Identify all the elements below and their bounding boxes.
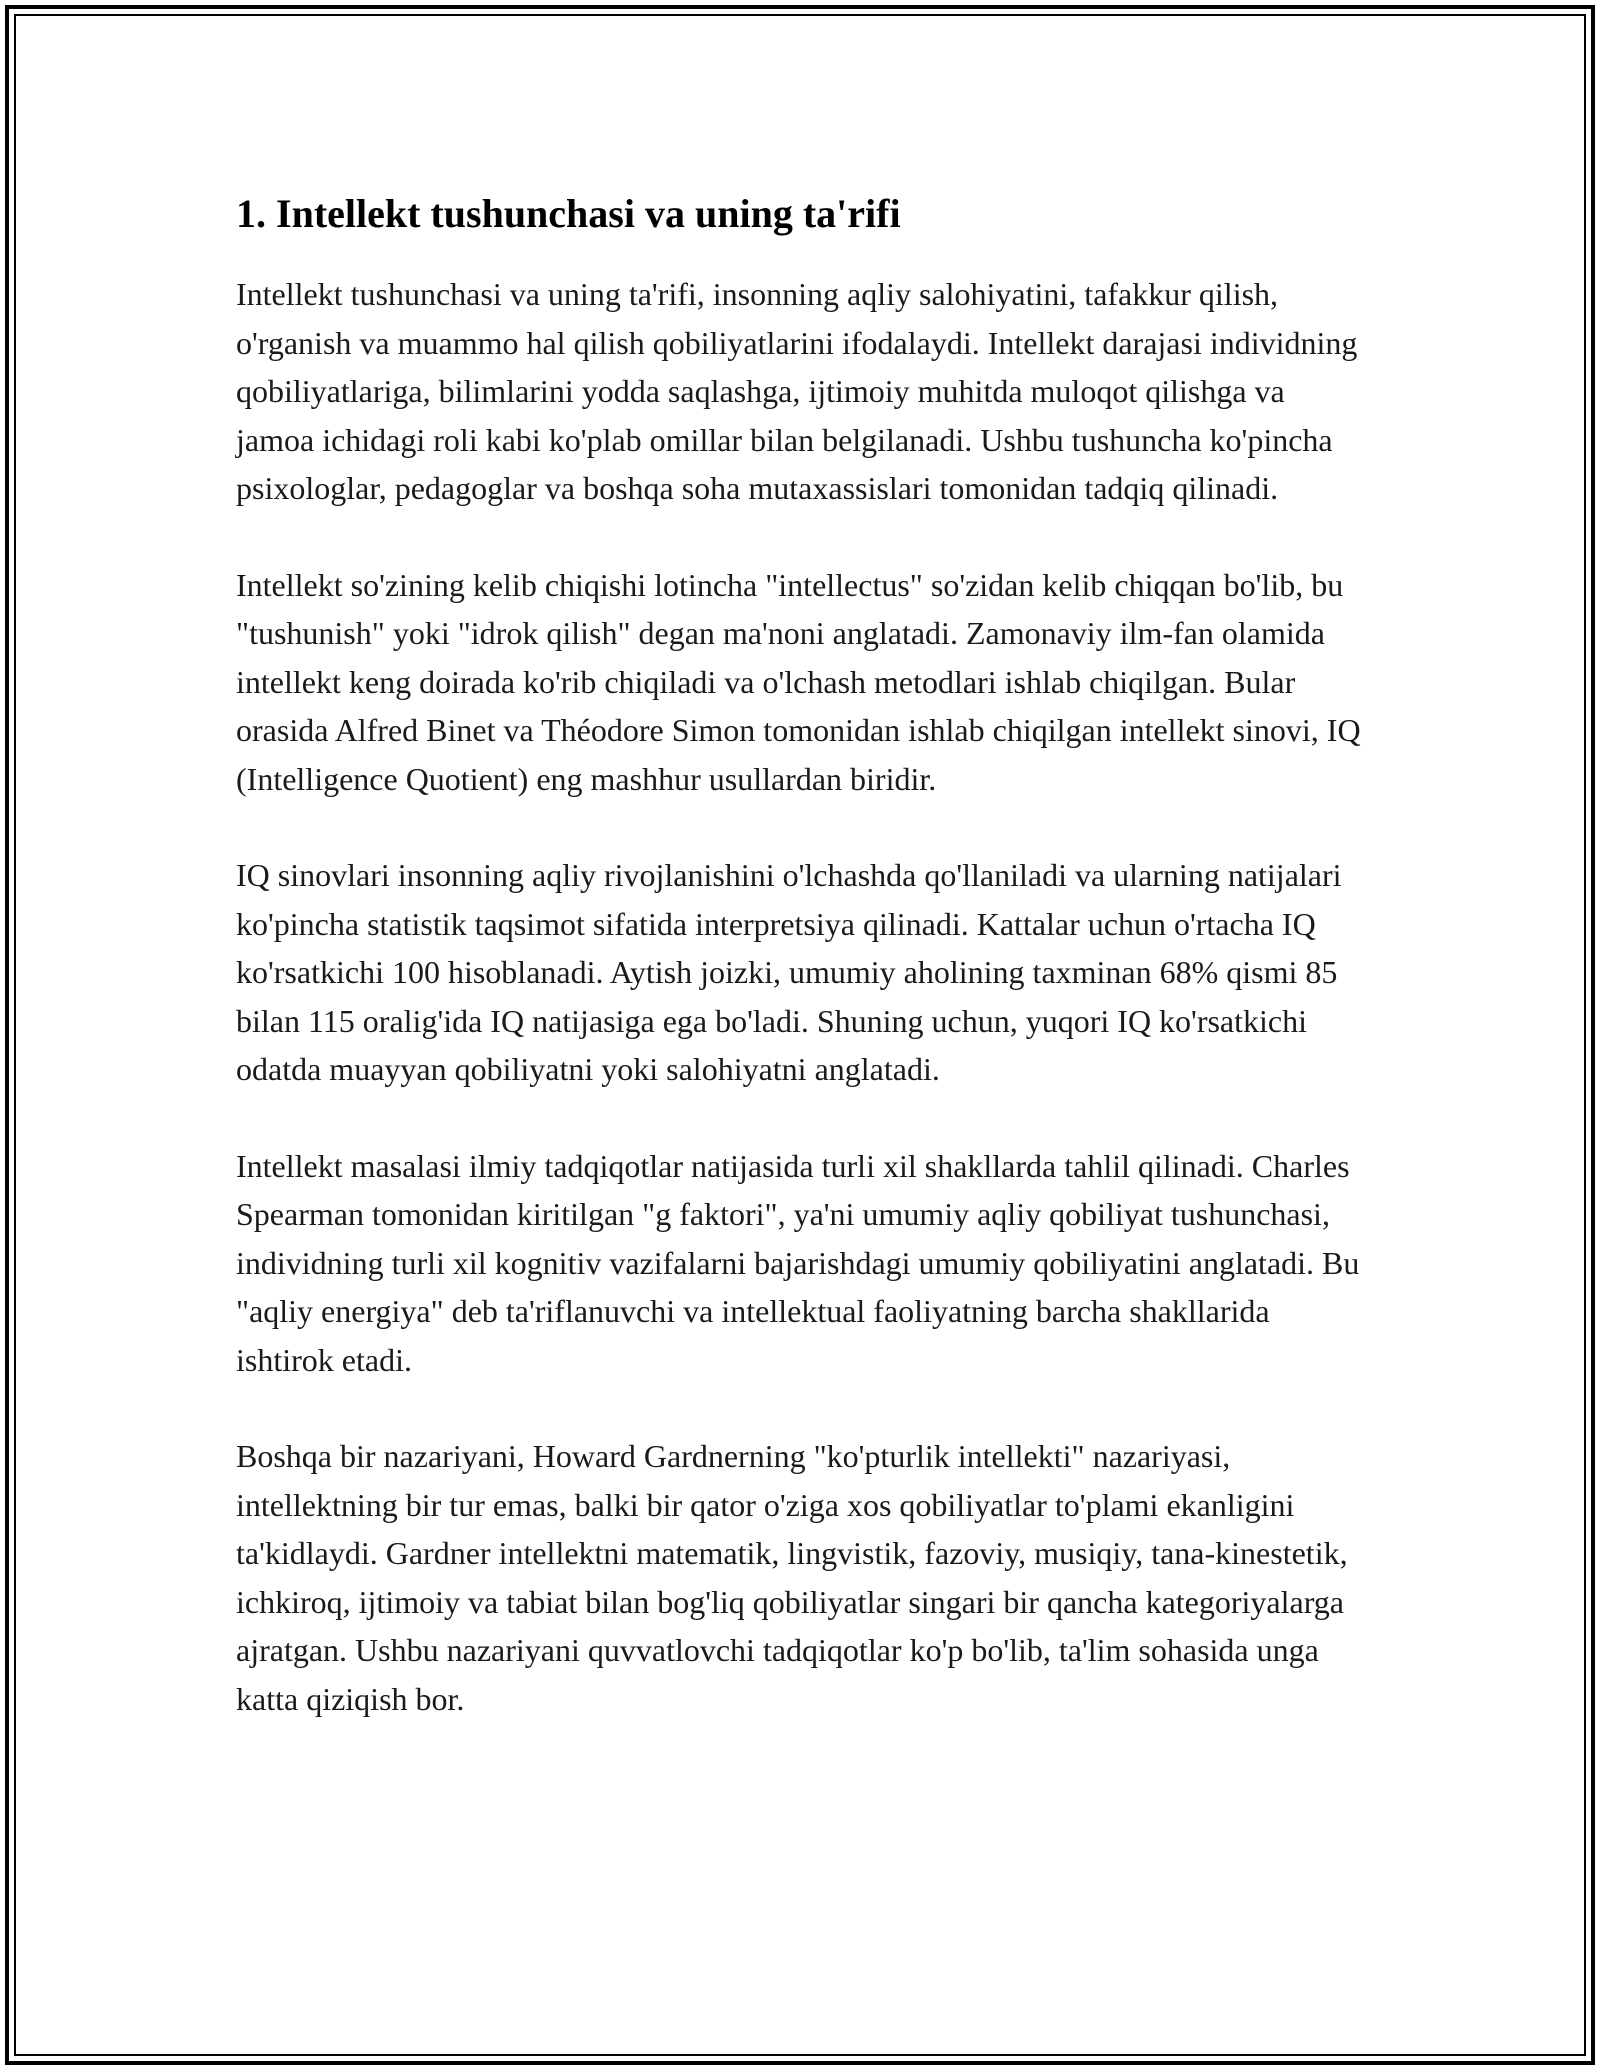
paragraph-1: Intellekt tushunchasi va uning ta'rifi, insonning aqliy salohiyatini, tafakkur qilish, o'rganish va muammo hal qilish qobiliyatlarini ifodalaydi. Intellekt darajasi individning qobiliyatlariga, bilimlarini yodda saqlashga, ijtimoiy muhitda muloqot qilishga va jamoa ichidagi roli kabi ko'plab omillar bilan belgilanadi. Ushbu tushuncha ko'pincha psixologlar, pedagoglar va boshqa soha mutaxassislari tomonidan tadqiq qilinadi. (236, 276, 1358, 506)
document-body (236, 188, 1366, 1771)
paragraph-4: Intellekt masalasi ilmiy tadqiqotlar natijasida turli xil shakllarda tahlil qilinadi. Charles Spearman tomonidan kiritilgan "g faktori", ya'ni umumiy aqliy qobiliyat tushunchasi, individning turli xil kognitiv vazifalarni bajarishdagi umumiy qobiliyatini anglatadi. Bu "aqliy energiya" deb ta'riflanuvchi va intellektual faoliyatning barcha shakllarida ishtirok etadi. (236, 1147, 1360, 1378)
section-heading: 1. Intellekt tushunchasi va uning ta'rifi (236, 191, 901, 236)
paragraph-2: Intellekt so'zining kelib chiqishi lotincha "intellectus" so'zidan kelib chiqqan bo'lib, bu "tushunish" yoki "idrok qilish" degan ma'noni anglatadi. Zamonaviy ilm-fan olamida intellekt keng doirada ko'rib chiqiladi va o'lchash metodlari ishlab chiqilgan. Bular orasida Alfred Binet va Théodore Simon tomonidan ishlab chiqilgan intellekt sinovi, IQ (Intelligence Quotient) eng mashhur usullardan biridir. (236, 566, 1361, 797)
paragraph-3: IQ sinovlari insonning aqliy rivojlanishini o'lchashda qo'llaniladi va ularning natijalari ko'pincha statistik taqsimot sifatida interpretsiya qilinadi. Kattalar uchun o'rtacha IQ ko'rsatkichi 100 hisoblanadi. Aytish joizki, umumiy aholining taxminan 68% qismi 85 bilan 115 oralig'ida IQ natijasiga ega bo'ladi. Shuning uchun, yuqori IQ ko'rsatkichi odatda muayyan qobiliyatni yoki salohiyatni anglatadi. (236, 857, 1342, 1087)
paragraph-5: Boshqa bir nazariyani, Howard Gardnerning "ko'pturlik intellekti" nazariyasi, intellektning bir tur emas, balki bir qator o'ziga xos qobiliyatlar to'plami ekanligini ta'kidlaydi. Gardner intellektni matematik, lingvistik, fazoviy, musiqiy, tana-kinestetik, ichkiroq, ijtimoiy va tabiat bilan bog'liq qobiliyatlar singari bir qancha kategoriyalarga ajratgan. Ushbu nazariyani quvvatlovchi tadqiqotlar ko'p bo'lib, ta'lim sohasida unga katta qiziqish bor. (236, 1438, 1348, 1717)
